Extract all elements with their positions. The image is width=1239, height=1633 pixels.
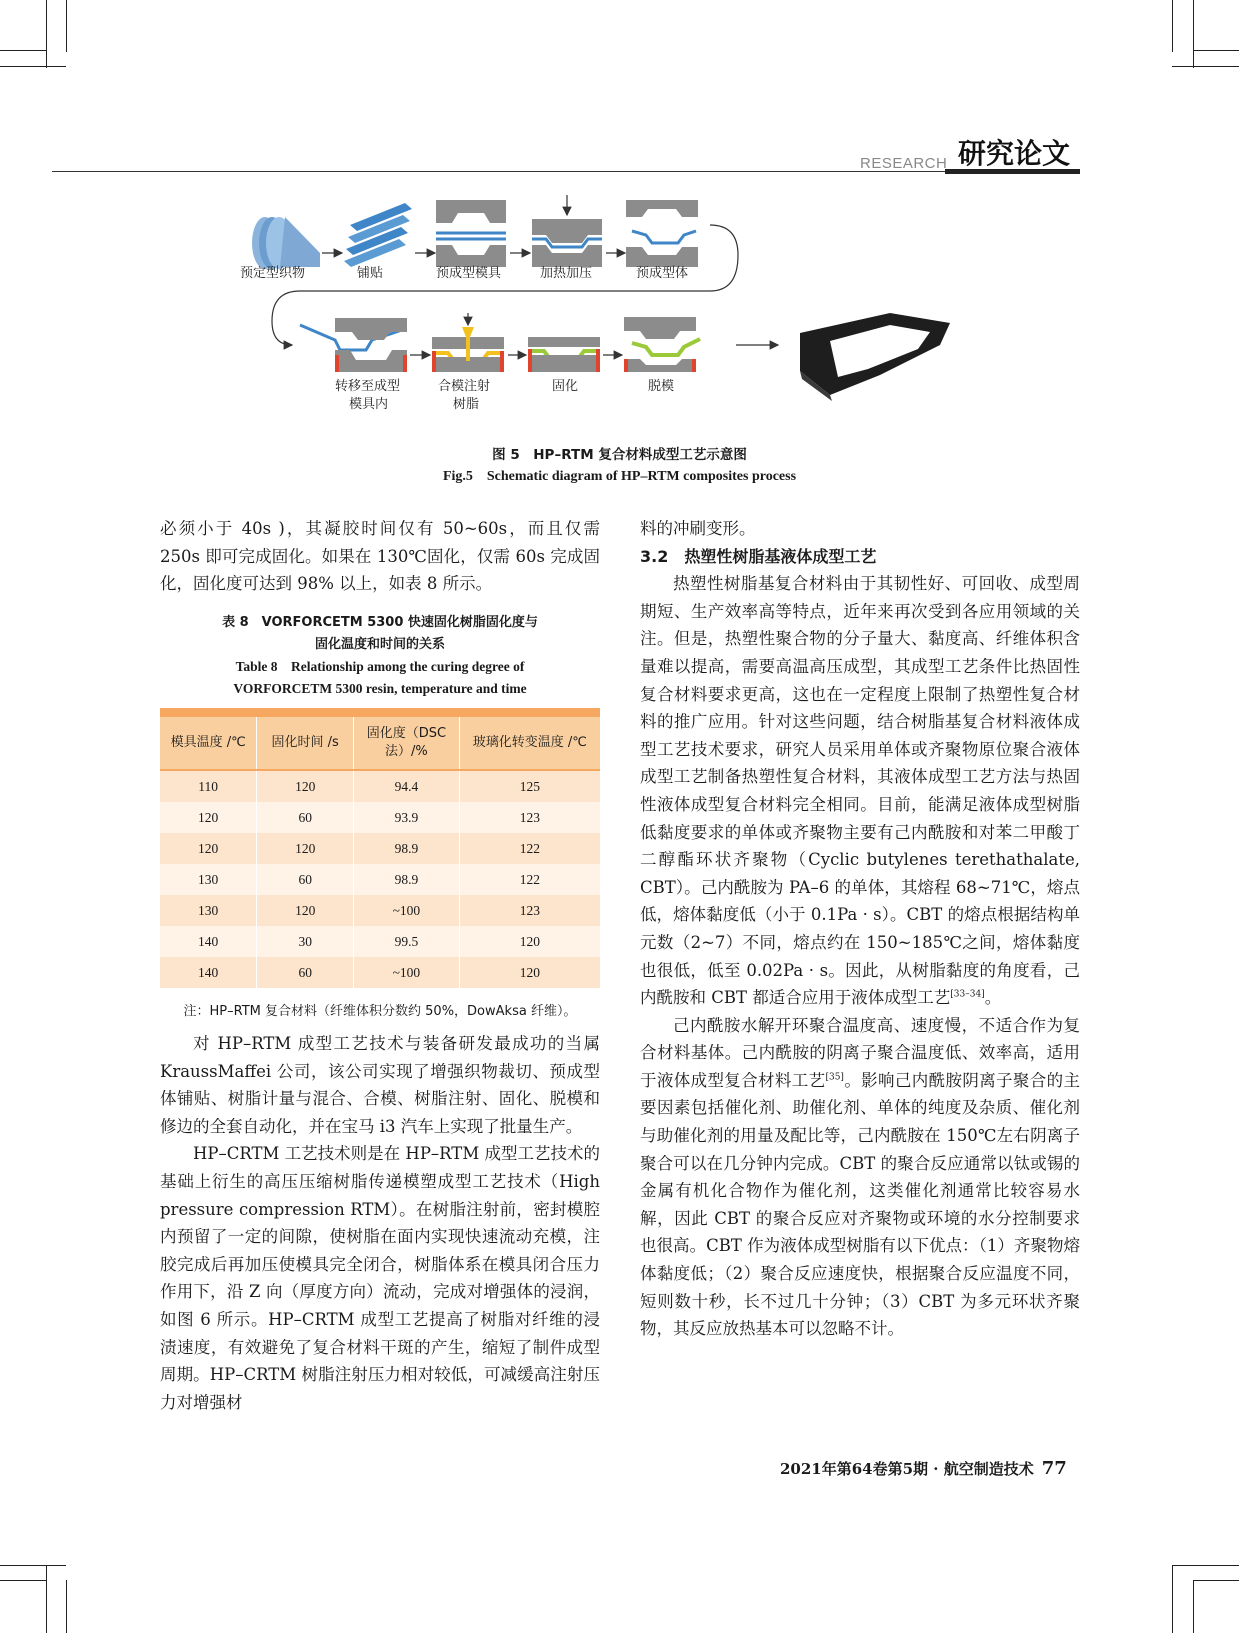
label-preform-mold: 预成型模具 [436,266,502,281]
citation: [33–34] [950,989,985,1000]
process-figure [240,195,1000,440]
table-row [160,926,600,957]
table-caption-en-1: Table 8 Relationship among the curing degree of [235,659,525,674]
table-cell: 99.5 [354,926,460,957]
fabric-roll-icon [252,217,320,269]
section-label-en: RESEARCH [860,155,948,172]
table-cell: 123 [459,895,600,926]
table-cell: 120 [257,895,354,926]
table-header: 固化度（DSC 法）/% [354,717,460,770]
label-transfer-1: 转移至成型 [335,379,401,394]
table-cell: 120 [459,957,600,988]
table-cell: 120 [459,926,600,957]
crop-mark [1193,0,1194,68]
paragraph: 必须小于 40s )，其凝胶时间仅有 50~60s，而且仅需 250s 即可完成固化。如果在 130℃固化，仅需 60s 完成固化，固化度可达到 98% 以上，如表 8 所示。 [160,519,600,594]
label-cure: 固化 [552,379,579,394]
demold-icon [624,317,700,372]
crop-mark [46,1565,47,1633]
layup-stack-icon [344,203,412,267]
label-layup: 铺贴 [357,266,384,281]
table-cell: 140 [198,933,219,949]
crop-mark [1193,50,1239,51]
heat-press-icon [532,195,602,267]
figure-caption-en: Fig.5 Schematic diagram of HP–RTM composites process [442,469,797,484]
table-cell: 30 [257,926,354,957]
crop-mark [66,1580,67,1633]
crop-mark [1172,1565,1173,1633]
table-cell: 110 [198,778,219,794]
table-cell: 130 [198,902,219,918]
table-row [160,833,600,864]
citation: [35] [825,1072,844,1083]
page-number: 77 [1041,1458,1067,1479]
crop-mark [1172,0,1173,52]
paragraph: 料的冲刷变形。 [640,519,756,538]
crop-mark [66,0,67,52]
table-cell: 98.9 [354,864,460,895]
left-column-bottom [160,1030,600,1416]
table-caption-en-2: VORFORCETM 5300 resin, temperature and time [233,681,527,696]
table-caption-zh-2: 固化温度和时间的关系 [314,637,445,652]
crop-mark [0,50,46,51]
figure-caption-zh: 图 5 HP–RTM 复合材料成型工艺示意图 [492,447,747,463]
table-note: 注：HP–RTM 复合材料（纤维体积分数约 50%，DowAksa 纤维）。 [183,1004,577,1019]
left-column-top [160,515,600,598]
preform-icon [626,200,698,267]
table-cell: 123 [459,802,600,833]
crop-mark [0,1565,66,1566]
label-heat-press: 加热加压 [540,266,593,281]
paragraph-text: 己内酰胺水解开环聚合温度高、速度慢，不适合作为复合材料基体。己内酰胺的阴离子聚合温度低、效率高，适用于液体成型复合材料工艺 [640,1015,1080,1090]
table-cell: 94.4 [354,770,460,802]
paragraph-text: 。影响己内酰胺阴离子聚合的主要因素包括催化剂、助催化剂、单体的纯度及杂质、催化剂与助催化剂的用量及配比等，己内酰胺在 150℃左右阴离子聚合可以在几分钟内完成。CBT 的聚合反应通常以钛或锡的金属有机化合物作为催化剂，这类催化剂通常比较容易水解，因此 CBT 的聚合反应对齐聚物或环境的水分控制要求也很高。CBT 作为液体成型树脂有以下优点：（1）齐聚物熔体黏度低；（2）聚合反应速度快，根据聚合反应温度不同，短则数十秒，长不过几十分钟；（3）CBT 为多元环状齐聚物，其反应放热基本可以忽略不计。 [640,1070,1081,1339]
table-row [160,864,600,895]
label-preform: 预成型体 [636,266,689,281]
table-cell: 122 [459,833,600,864]
car-part-icon [800,313,950,401]
crop-mark [1172,66,1239,67]
label-demold: 脱模 [648,379,675,394]
inject-resin-icon [432,313,504,372]
label-inject-1: 合模注射 [438,379,491,394]
table-header: 模具温度 /℃ [160,717,257,770]
table-cell: 122 [459,864,600,895]
right-column [640,515,1080,1343]
crop-mark [1193,1580,1194,1633]
paragraph: 对 HP–RTM 成型工艺技术与装备研发最成功的当属 KraussMaffei 公司，该公司实现了增强织物裁切、预成型体铺贴、树脂计量与混合、合模、树脂注射、固化、脱模和修边的全套自动化，并在宝马 i3 汽车上实现了批量生产。 [160,1034,600,1136]
cure-icon [528,337,600,372]
table-cell: 93.9 [354,802,460,833]
crop-mark [0,1580,46,1581]
table-row [160,957,600,988]
paragraph [640,1012,1080,1343]
section-heading: 3.2 热塑性树脂基液体成型工艺 [640,546,877,566]
table-cell: 120 [198,840,219,856]
table-cell: ~100 [354,957,460,988]
table-cell: ~100 [354,895,460,926]
label-inject-2: 树脂 [453,397,480,412]
table-cell: 130 [198,871,219,887]
table-header: 固化时间 /s [257,717,354,770]
table-cell: 98.9 [354,833,460,864]
paragraph [640,570,1080,1012]
journal-info: 2021年第64卷第5期 · 航空制造技术 [780,1460,1034,1478]
preform-mold-icon [436,200,506,267]
table-row [160,802,600,833]
label-fabric: 预定型织物 [240,266,306,281]
paragraph: HP–CRTM 工艺技术则是在 HP–RTM 成型工艺技术的基础上衍生的高压压缩树脂传递模塑成型工艺技术（High pressure compression RTM）。在树脂注射前，密封模腔内预留了一定的间隙，使树脂在面内实现快速流动充模，注胶完成后再加压使模具完全闭合，树脂体系在模具闭合压力作用下，沿 Z 向（厚度方向）流动，完成对增强体的浸润，如图 6 所示。HP–CRTM 成型工艺提高了树脂对纤维的浸渍速度，有效避免了复合材料干斑的产生，缩短了制件成型周期。HP–CRTM 树脂注射压力相对较低，可减缓高注射压力对增强材 [160,1144,600,1412]
paragraph-text: 。 [984,988,1002,1008]
section-label-zh: 研究论文 [958,137,1071,170]
table-cell: 120 [257,770,354,802]
crop-mark [1193,1580,1239,1581]
table-caption-zh-1: 表 8 VORFORCETM 5300 快速固化树脂固化度与 [222,615,538,630]
paragraph-text: 热塑性树脂基复合材料由于其韧性好、可回收、成型周期短、生产效率高等特点，近年来再次受到各应用领域的关注。但是，热塑性聚合物的分子量大、黏度高、纤维体积含量难以提高，需要高温高压成型，其成型工艺条件比热固性复合材料要求更高，这也在一定程度上限制了热塑性复合材料的推广应用。针对这些问题，结合树脂基复合材料液体成型工艺技术要求，研究人员采用单体或齐聚物原位聚合液体成型工艺制备热塑性复合材料，其液体成型工艺方法与热固性液体成型复合材料完全相同。目前，能满足液体成型树脂低黏度要求的单体或齐聚物主要有己内酰胺和对苯二甲酸丁二醇酯环状齐聚物（Cyclic butylenes terethathalate, CBT）。己内酰胺为 PA–6 的单体，其熔程 68~71℃，熔点低，熔体黏度低（小于 0.1Pa · s）。CBT 的熔点根据结构单元数（2~7）不同，熔点约在 150~185℃之间，熔体黏度也很低，低至 0.02Pa · s。因此，从树脂黏度的角度看，己内酰胺和 CBT 都适合应用于液体成型工艺 [640,574,1080,1008]
crop-mark [46,0,47,68]
table-caption [160,612,600,700]
crop-mark [1172,1565,1239,1566]
table-cell: 60 [257,802,354,833]
crop-mark [0,66,66,67]
page-footer [780,1458,1067,1479]
data-table [160,708,600,988]
table-header: 玻璃化转变温度 /℃ [459,717,600,770]
table-row [160,770,600,802]
table-cell: 120 [198,809,219,825]
table-cell: 60 [257,957,354,988]
table-row [160,895,600,926]
table-cell: 140 [198,964,219,980]
transfer-mold-icon [300,318,407,372]
table-cell: 60 [257,864,354,895]
table-cell: 120 [257,833,354,864]
table-cell: 125 [459,770,600,802]
label-transfer-2: 模具内 [349,397,389,412]
